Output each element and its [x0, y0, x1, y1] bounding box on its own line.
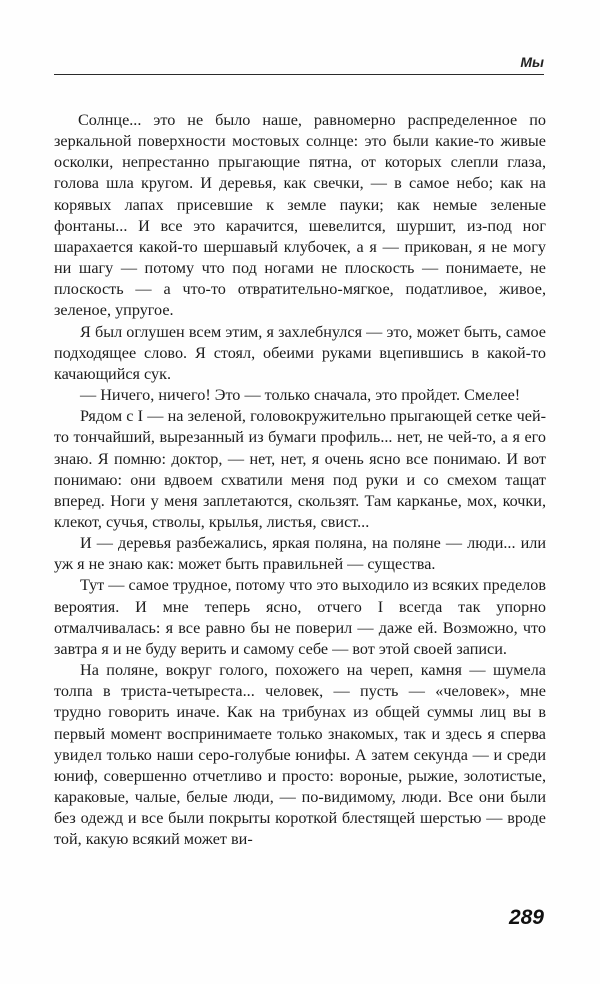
- page-body: [54, 110, 546, 850]
- running-header: [54, 52, 544, 75]
- paragraph: Тут — самое трудное, потому что это выходило из всяких пределов вероятия. И мне теперь ясно, отчего I всегда так упорно отмалчивалась: я все равно бы не поверил — даже ей. Возможно, что завтра я и не буду верить и самому себе — вот этой своей записи.: [54, 576, 546, 658]
- paragraph: — Ничего, ничего! Это — только сначала, это пройдет. Смелее!: [80, 386, 521, 405]
- running-title: Мы: [520, 54, 544, 70]
- page-number: 289: [508, 906, 544, 929]
- paragraph: На поляне, вокруг голого, похожего на череп, камня — шумела толпа в триста-четыреста... человек, — пусть — «человек», мне трудно говорить иначе. Как на трибунах из общей суммы лиц вы в первый момент воспринимаете только знакомых, так и здесь я сперва увидел только наши серо-голубые юнифы. А затем секунда — и среди юниф, совершенно отчетливо и просто: вороные, рыжие, золотистые, караковые, чалые, белые люди, — по-видимому, люди. Все они были без одежд и все были покрыты короткой блестящей шерстью — вроде той, какую всякий может ви-: [54, 661, 546, 849]
- paragraph: Я был оглушен всем этим, я захлебнулся — это, может быть, самое подходящее слово. Я стоял, обеими руками вцепившись в какой-то качающийся сук.: [54, 322, 546, 383]
- paragraph: Солнце... это не было наше, равномерно распределенное по зеркальной поверхности мостовых солнце: это были какие-то живые осколки, непрестанно прыгающие пятна, от которых слепли глаза, голова шла кругом. И деревья, как свечки, — в самое небо; как на корявых лапах присевшие к земле пауки; как немые зеленые фонтаны... И все это карачится, шевелится, шуршит, из-под ног шарахается какой-то шершавый клубочек, а я — прикован, я не могу ни шагу — потому что под ногами не плоскость — понимаете, не плоскость — а что-то отвратительно-мягкое, податливое, живое, зеленое, упругое.: [54, 111, 546, 320]
- paragraph: Рядом с I — на зеленой, головокружительно прыгающей сетке чей-то тончайший, вырезанный из бумаги профиль... нет, не чей-то, а я его знаю. Я помню: доктор, — нет, нет, я очень ясно все понимаю. И вот понимаю: они вдвоем схватили меня под руки и со смехом тащат вперед. Ноги у меня заплетаются, скользят. Там карканье, мох, кочки, клекот, сучья, стволы, крылья, листья, свист...: [54, 407, 546, 531]
- paragraph: И — деревья разбежались, яркая поляна, на поляне — люди... или уж я не знаю как: может быть правильней — существа.: [54, 534, 546, 574]
